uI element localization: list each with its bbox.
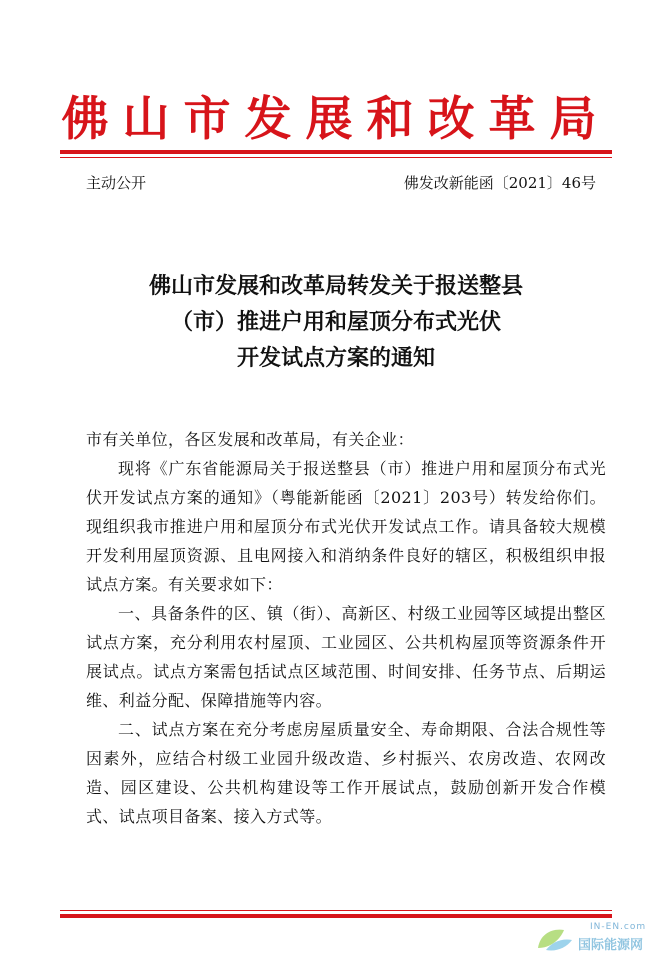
title-line-1: 佛山市发展和改革局转发关于报送整县	[148, 273, 523, 299]
header-rule-thick	[60, 150, 612, 154]
paragraph-1: 现将《广东省能源局关于报送整县（市）推进户用和屋顶分布式光伏开发试点方案的通知》（粤能新能函〔2021〕203号）转发给你们。现组织我市推进户用和屋顶分布式光伏开发试点工作。请具备较大规模开发利用屋顶资源、且电网接入和消纳条件良好的辖区，积极组织申报试点方案。有关要求如下：	[86, 459, 606, 594]
document-title	[0, 268, 672, 376]
watermark-name: 国际能源网	[578, 938, 644, 953]
paragraph-3: 二、试点方案在充分考虑房屋质量安全、寿命期限、合法合规性等因素外，应结合村级工业园升级改造、乡村振兴、农房改造、农网改造、园区建设、公共机构建设等工作开展试点，鼓励创新开发合作模式、试点项目备案、接入方式等。	[86, 720, 606, 826]
title-line-3: 开发试点方案的通知	[236, 345, 435, 371]
salutation: 市有关单位，各区发展和改革局，有关企业：	[86, 430, 415, 449]
header-rule-thin	[60, 157, 612, 158]
leaf-logo-icon	[534, 924, 574, 954]
document-body	[86, 425, 606, 831]
org-title: 佛山市发展和改革局	[61, 92, 611, 147]
paragraph-2: 一、具备条件的区、镇（街）、高新区、村级工业园等区域提出整区试点方案，充分利用农村屋顶、工业园区、公共机构屋顶等资源条件开展试点。试点方案需包括试点区域范围、时间安排、任务节点、后期运维、利益分配、保障措施等内容。	[86, 604, 606, 710]
doc-number: 佛发改新能函〔2021〕46号	[403, 174, 596, 192]
footer-rule-thin	[60, 910, 612, 911]
watermark	[534, 918, 668, 958]
watermark-url: IN-EN.com	[590, 922, 647, 932]
title-line-2: （市）推进户用和屋顶分布式光伏	[170, 309, 501, 335]
footer-rule-thick	[60, 914, 612, 918]
disclosure-label: 主动公开	[86, 174, 147, 192]
